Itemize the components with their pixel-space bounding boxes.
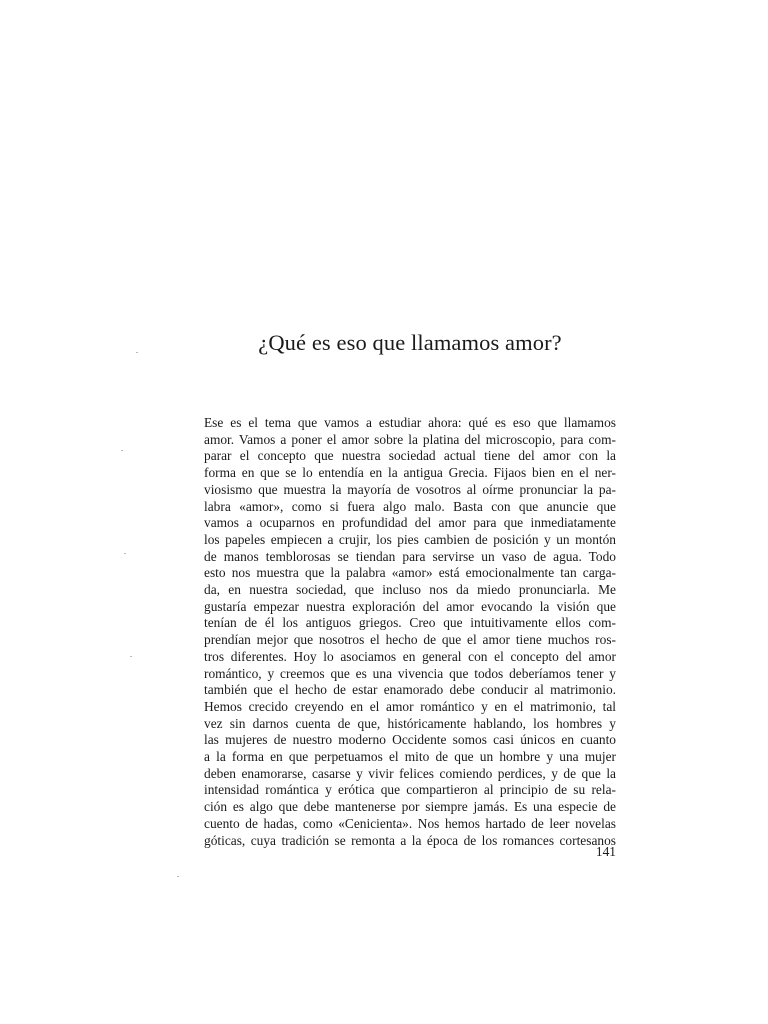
text-line: también que el hecho de estar enamorado debe conducir al matrimonio. [204,682,616,698]
text-line: tros diferentes. Hoy lo asociamos en general con el concepto del amor [204,648,616,664]
text-line: forma en que se lo entendía en la antigua Grecia. Fijaos bien en el ner- [204,465,616,481]
text-line: los papeles empiecen a crujir, los pies cambien de posición y un montón [204,531,616,547]
text-line: las mujeres de nuestro moderno Occidente somos casi únicos en cuanto [204,732,616,748]
scan-speck [130,656,132,657]
text-line: gustaría empezar nuestra exploración del amor evocando la visión que [204,598,616,614]
text-line: parar el concepto que nuestra sociedad actual tiene del amor con la [204,448,616,464]
text-line: a la forma en que perpetuamos el mito de que un hombre y una mujer [204,749,616,765]
text-line: Hemos crecido creyendo en el amor romántico y en el matrimonio, tal [204,698,616,714]
scan-speck [121,450,123,451]
text-line: deben enamorarse, casarse y vivir felices comiendo perdices, y de que la [204,765,616,781]
chapter-title: ¿Qué es eso que llamamos amor? [258,330,562,355]
text-line: Ese es el tema que vamos a estudiar ahora: qué es eso que llamamos [204,415,616,430]
text-line: esto nos muestra que la palabra «amor» está emocionalmente tan carga- [204,565,616,581]
page-number: 141 [595,844,616,859]
text-line: intensidad romántica y erótica que compartieron al principio de su rela- [204,782,616,798]
text-line: ción es algo que debe mantenerse por siempre jamás. Es una especie de [204,799,616,815]
text-line: vamos a ocuparnos en profundidad del amor para que inmediatamente [204,515,616,531]
scan-speck [124,553,126,554]
text-line: labra «amor», como si fuera algo malo. Basta con que anuncie que [204,498,616,514]
scan-speck [177,876,179,877]
scan-speck [136,352,138,353]
text-line: prendían mejor que nosotros el hecho de que el amor tiene muchos ros- [204,632,616,648]
text-line: tenían de él los antiguos griegos. Creo que intuitivamente ellos com- [204,615,616,631]
text-line: góticas, cuya tradición se remonta a la época de los romances cortesanos [204,832,616,848]
text-line: de manos temblorosas se tiendan para servirse un vaso de agua. Todo [204,548,616,564]
text-line: romántico, y creemos que es una vivencia que todos deberíamos tener y [204,665,616,681]
text-line: vez sin darnos cuenta de que, históricamente hablando, los hombres y [204,715,616,731]
text-line: cuento de hadas, como «Cenicienta». Nos hemos hartado de leer novelas [204,815,616,831]
text-line: da, en nuestra sociedad, que incluso nos da miedo pronunciarla. Me [204,582,616,598]
text-line: viosismo que muestra la mayoría de vosotros al oírme pronunciar la pa- [204,481,616,497]
body-paragraph [204,415,616,849]
text-line: amor. Vamos a poner el amor sobre la platina del microscopio, para com- [204,431,616,447]
